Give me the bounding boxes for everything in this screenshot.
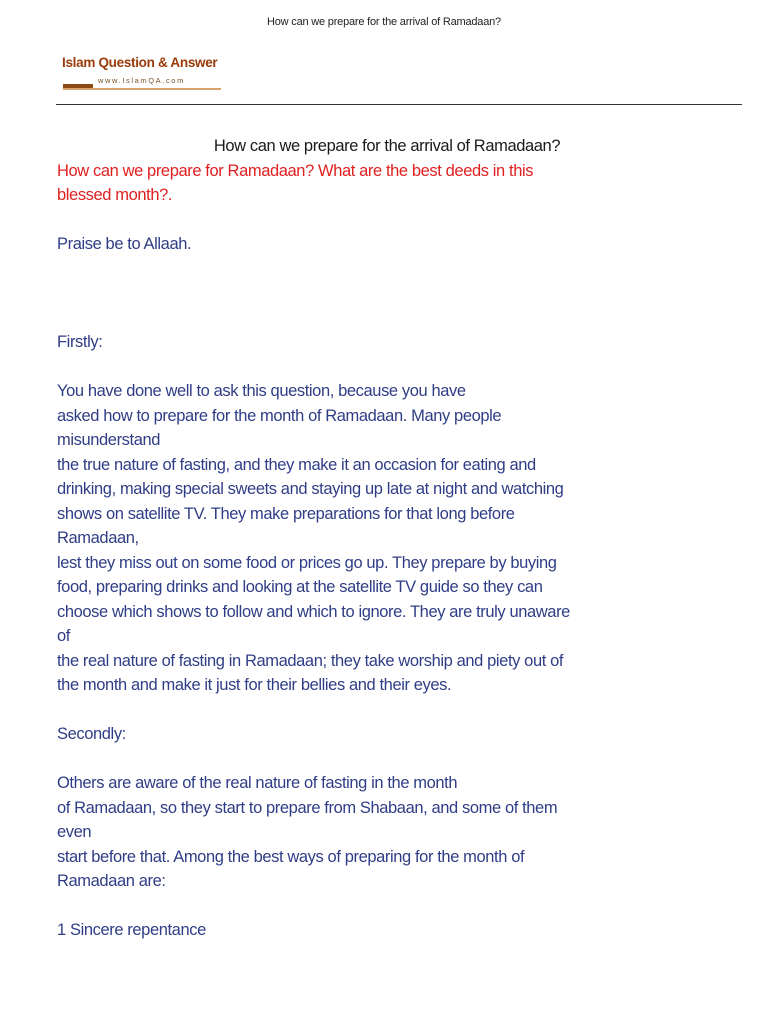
paragraph-line: of Ramadaan, so they start to prepare from Shabaan, and some of them bbox=[57, 798, 558, 817]
question-line: How can we prepare for Ramadaan? What are the best deeds in this bbox=[57, 161, 534, 180]
paragraph-line: start before that. Among the best ways of preparing for the month of bbox=[57, 847, 525, 866]
paragraph-line: choose which shows to follow and which to ignore. They are truly unaware bbox=[57, 602, 570, 621]
paragraph-line: lest they miss out on some food or prices go up. They prepare by buying bbox=[57, 553, 557, 572]
logo-title: Islam Question & Answer bbox=[62, 55, 218, 70]
question-text bbox=[57, 159, 717, 208]
logo-underline bbox=[63, 88, 221, 90]
article-title: How can we prepare for the arrival of Ramadaan? bbox=[213, 137, 561, 155]
secondly-heading: Secondly: bbox=[57, 725, 126, 743]
paragraph-line: Others are aware of the real nature of fasting in the month bbox=[57, 774, 458, 792]
firstly-heading: Firstly: bbox=[57, 333, 103, 351]
article-body bbox=[57, 134, 717, 943]
paragraph-line: the true nature of fasting, and they make it an occasion for eating and bbox=[57, 455, 536, 474]
paragraph-line: asked how to prepare for the month of Ramadaan. Many people bbox=[57, 406, 502, 425]
paragraph-line: shows on satellite TV. They make preparations for that long before bbox=[57, 504, 515, 523]
running-header: How can we prepare for the arrival of Ramadaan? bbox=[267, 16, 501, 28]
paragraph-line: of bbox=[57, 627, 70, 645]
paragraph-line: You have done well to ask this question, because you have bbox=[57, 382, 466, 400]
paragraph-line: the month and make it just for their bellies and their eyes. bbox=[57, 676, 452, 694]
greeting: Praise be to Allaah. bbox=[57, 235, 192, 253]
islamqa-logo bbox=[62, 55, 222, 93]
paragraph-line: the real nature of fasting in Ramadaan; they take worship and piety out of bbox=[57, 651, 564, 670]
paragraph-line: misunderstand bbox=[57, 431, 161, 449]
paragraph-2 bbox=[57, 771, 717, 894]
paragraph-line: drinking, making special sweets and staying up late at night and watching bbox=[57, 480, 564, 498]
header-divider bbox=[56, 104, 742, 105]
list-item: 1 Sincere repentance bbox=[57, 921, 206, 939]
paragraph-1 bbox=[57, 379, 717, 698]
paragraph-line: even bbox=[57, 823, 92, 841]
paragraph-line: Ramadaan are: bbox=[57, 872, 166, 890]
paragraph-line: Ramadaan, bbox=[57, 529, 139, 547]
question-line: blessed month?. bbox=[57, 186, 173, 204]
paragraph-line: food, preparing drinks and looking at the satellite TV guide so they can bbox=[57, 578, 543, 596]
logo-url: www.IslamQA.com bbox=[98, 76, 185, 85]
